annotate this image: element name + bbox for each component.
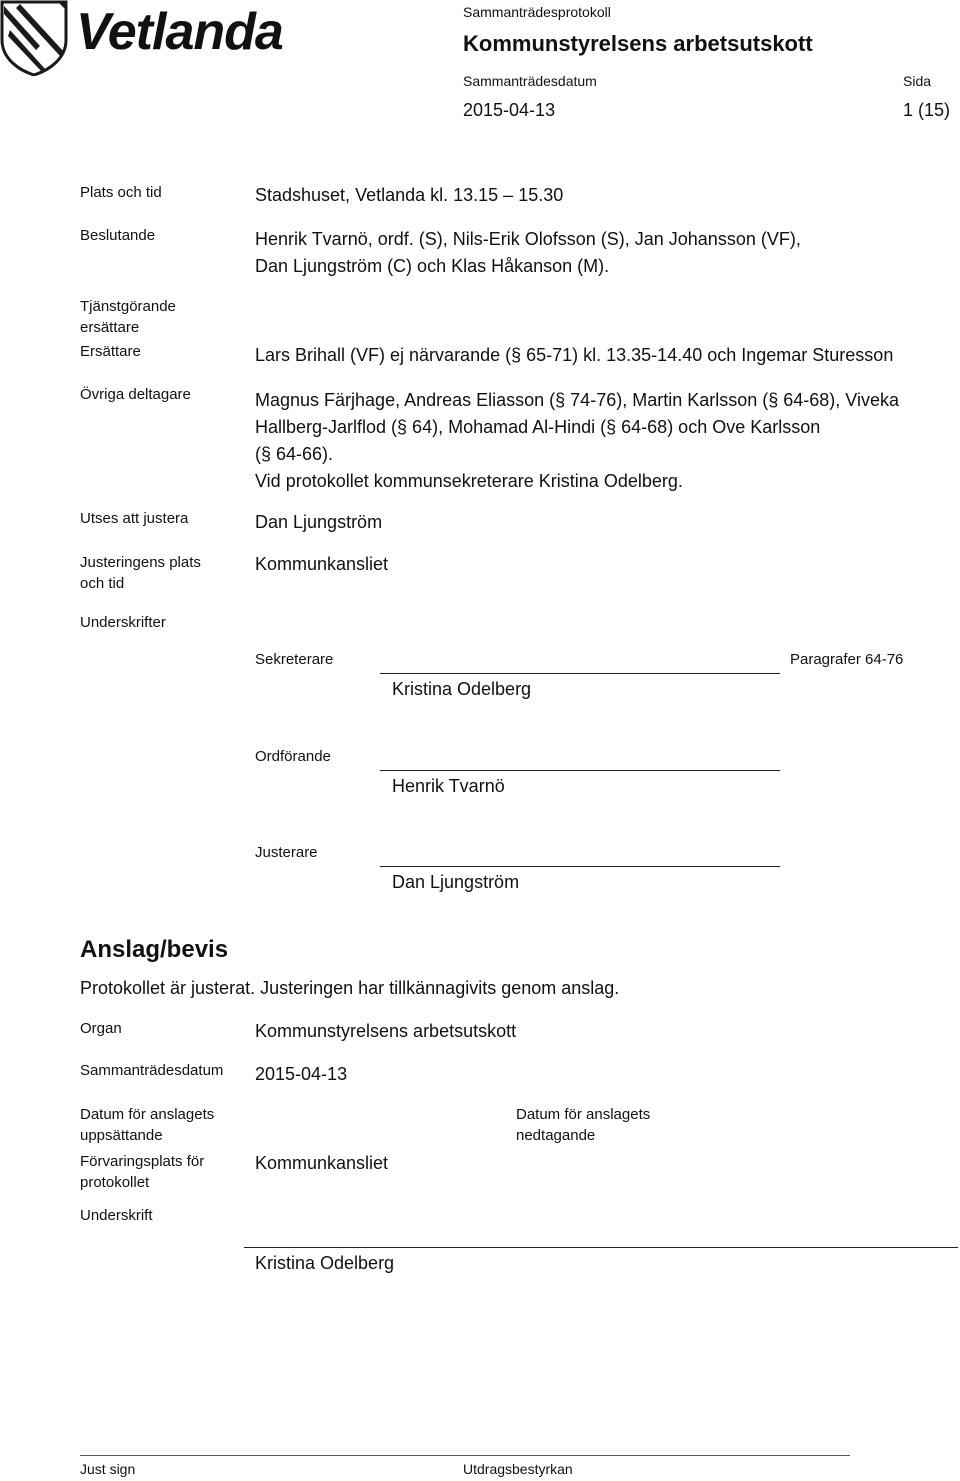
page-label: Sida	[903, 73, 932, 89]
organ-label: Organ	[80, 1020, 122, 1037]
meeting-date-label: Sammanträdesdatum	[463, 73, 597, 89]
notice-heading: Anslag/bevis	[80, 936, 229, 963]
meeting-date: 2015-04-13	[463, 100, 556, 120]
page-number: 1 (15)	[903, 100, 951, 120]
chair-signature-line	[380, 770, 780, 771]
place-value: Stadshuset, Vetlanda kl. 13.15 – 15.30	[255, 185, 564, 205]
chair-label: Ordförande	[255, 748, 331, 765]
substitutes-value: Lars Brihall (VF) ej närvarande (§ 65-71) kl. 13.35-14.40 och Ingemar Sturesson	[255, 345, 894, 365]
adjuster-appointed-value: Dan Ljungström	[255, 512, 383, 532]
serving-substitutes-label: Tjänstgörande ersättare	[80, 298, 176, 336]
committee-title: Kommunstyrelsens arbetsutskott	[463, 31, 813, 56]
footer-divider	[80, 1455, 850, 1456]
notice-signature-name: Kristina Odelberg	[255, 1253, 395, 1273]
notice-signature-line	[244, 1247, 958, 1248]
decision-makers-line-2: Dan Ljungström (C) och Klas Håkanson (M).	[255, 256, 610, 276]
other-participants-value: Magnus Färjhage, Andreas Eliasson (§ 74-76), Martin Karlsson (§ 64-68), Viveka Hallberg-Jarlflod (§ 64), Mohamad Al-Hindi (§ 64-68) och Ove Karlsson (§ 64-66). Vid protokollet kommunsekreterare Kristina Odelberg.	[255, 390, 899, 491]
signature-label: Underskrift	[80, 1207, 153, 1224]
secretary-signature-line	[380, 673, 780, 674]
place-label: Plats och tid	[80, 184, 162, 201]
adjuster-signature-line	[380, 866, 780, 867]
adjuster-appointed-label: Utses att justera	[80, 510, 189, 527]
storage-place-value: Kommunkansliet	[255, 1153, 389, 1173]
just-sign-label: Just sign	[80, 1461, 136, 1477]
paragraphs-range: Paragrafer 64-76	[790, 651, 904, 668]
excerpt-certification-label: Utdragsbestyrkan	[463, 1461, 573, 1477]
coat-of-arms-icon	[0, 0, 70, 76]
adjustment-place-label: Justeringens plats och tid	[80, 554, 201, 592]
notice-statement: Protokollet är justerat. Justeringen har tillkännagivits genom anslag.	[80, 978, 620, 998]
chair-name: Henrik Tvarnö	[392, 776, 505, 796]
municipality-logo	[0, 0, 290, 78]
organ-value: Kommunstyrelsens arbetsutskott	[255, 1021, 517, 1041]
adjuster-name: Dan Ljungström	[392, 872, 520, 892]
document-type: Sammanträdesprotokoll	[463, 4, 611, 20]
secretary-name: Kristina Odelberg	[392, 679, 532, 699]
decision-makers-label: Beslutande	[80, 227, 156, 244]
storage-place-label: Förvaringsplats för protokollet	[80, 1153, 205, 1191]
adjustment-place-value: Kommunkansliet	[255, 554, 389, 574]
substitutes-label: Ersättare	[80, 343, 141, 360]
secretary-label: Sekreterare	[255, 651, 334, 668]
notice-date-value: 2015-04-13	[255, 1064, 348, 1084]
decision-makers-line-1: Henrik Tvarnö, ordf. (S), Nils-Erik Olofsson (S), Jan Johansson (VF),	[255, 229, 801, 249]
posted-date-label: Datum för anslagets uppsättande	[80, 1106, 215, 1144]
adjuster-label: Justerare	[255, 844, 318, 861]
signatures-title: Underskrifter	[80, 614, 166, 631]
removed-date-label: Datum för anslagets nedtagande	[516, 1106, 651, 1144]
other-participants-label: Övriga deltagare	[80, 386, 191, 403]
municipality-name: Vetlanda	[76, 3, 283, 61]
notice-date-label: Sammanträdesdatum	[80, 1062, 224, 1079]
